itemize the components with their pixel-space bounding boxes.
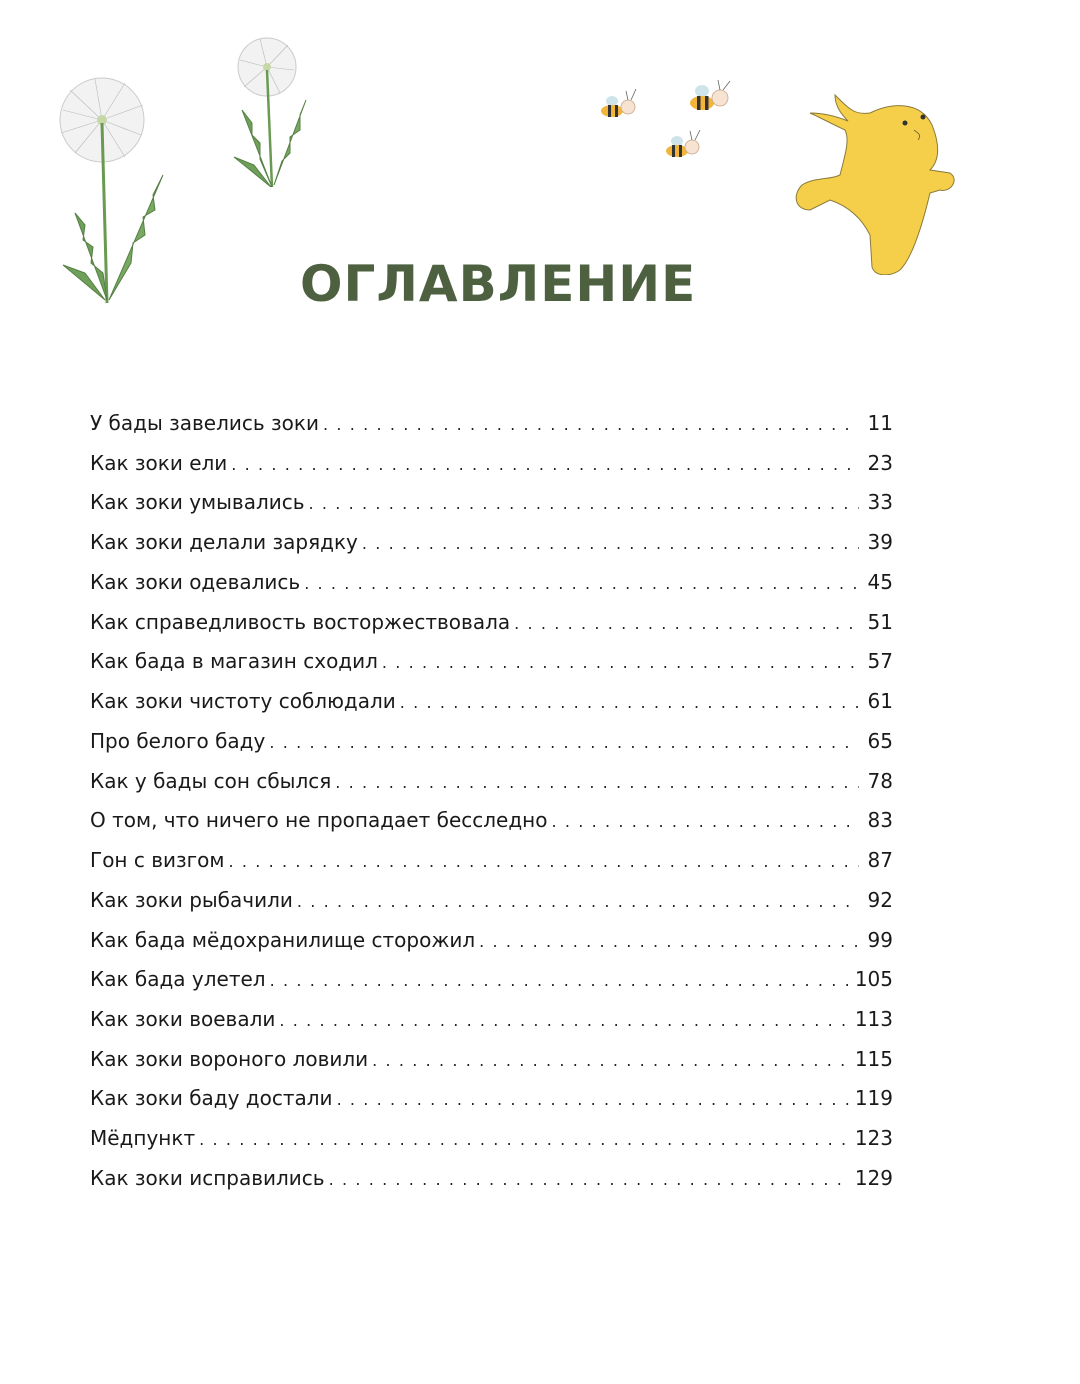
- toc-entry-page-number: 23: [867, 450, 893, 475]
- toc-entry[interactable]: [90, 603, 893, 643]
- toc-entry-page-number: 45: [867, 569, 893, 594]
- dot-leader: [269, 723, 859, 762]
- toc-entry[interactable]: [90, 444, 893, 484]
- table-of-contents: [90, 404, 893, 1199]
- toc-entry[interactable]: [90, 523, 893, 563]
- toc-entry[interactable]: [90, 563, 893, 603]
- dot-leader: [337, 1080, 851, 1119]
- toc-entry-page-number: 11: [867, 411, 893, 435]
- bee-icon: [690, 80, 730, 110]
- toc-entry[interactable]: [90, 1119, 893, 1159]
- toc-entry-title: Как зоки исправились: [90, 1165, 325, 1190]
- toc-entry[interactable]: [90, 801, 893, 841]
- dot-leader: [270, 961, 851, 1000]
- toc-entry-title: Как у бады сон сбылся: [90, 768, 332, 793]
- toc-entry-title: Мёдпункт: [90, 1126, 196, 1151]
- toc-entry-title: Как бада улетел: [90, 967, 266, 992]
- toc-entry[interactable]: [90, 921, 893, 961]
- dot-leader: [231, 445, 859, 484]
- toc-entry[interactable]: [90, 1000, 893, 1040]
- dot-leader: [400, 683, 859, 722]
- toc-entry-title: Как зоки умывались: [90, 490, 305, 515]
- toc-entry-page-number: 39: [867, 530, 893, 555]
- toc-entry-page-number: 33: [867, 490, 893, 515]
- toc-entry-title: О том, что ничего не пропадает бесследно: [90, 808, 548, 833]
- toc-entry-title: Как бада в магазин сходил: [90, 649, 378, 674]
- toc-entry-title: Как зоки рыбачили: [90, 887, 293, 912]
- toc-entry-page-number: 87: [867, 848, 893, 873]
- dot-leader: [479, 922, 859, 961]
- toc-entry-page-number: 115: [854, 1046, 893, 1071]
- toc-entry-page-number: 99: [867, 927, 893, 952]
- dot-leader: [199, 1120, 851, 1159]
- toc-entry-title: Как справедливость восторжествовала: [90, 609, 511, 634]
- dot-leader: [279, 1001, 850, 1040]
- dot-leader: [335, 763, 859, 802]
- toc-entry-title: Как бада мёдохранилище сторожил: [90, 927, 476, 952]
- dot-leader: [514, 604, 859, 643]
- dot-leader: [309, 484, 859, 523]
- bee-icon: [666, 130, 700, 157]
- toc-entry[interactable]: [90, 642, 893, 682]
- toc-entry-page-number: 119: [854, 1086, 893, 1111]
- bee-icon: [601, 89, 636, 117]
- bada-character-illustration: [790, 85, 955, 275]
- toc-entry-title: Как зоки делали зарядку: [90, 530, 358, 555]
- dot-leader: [551, 802, 859, 841]
- toc-entry-title: Как зоки одевались: [90, 569, 301, 594]
- toc-entry[interactable]: [90, 404, 893, 444]
- bada-eye: [903, 121, 908, 126]
- toc-entry-page-number: 123: [854, 1126, 893, 1151]
- toc-entry-title: Как зоки чистоту соблюдали: [90, 689, 396, 714]
- toc-entry-title: Гон с визгом: [90, 848, 225, 873]
- toc-entry-title: У бады завелись зоки: [90, 411, 319, 435]
- toc-entry-title: Как зоки воевали: [90, 1007, 276, 1032]
- dot-leader: [304, 564, 859, 603]
- toc-entry[interactable]: [90, 881, 893, 921]
- dot-leader: [323, 405, 859, 444]
- bees-illustration: [595, 78, 740, 168]
- toc-entry-title: Как зоки ели: [90, 450, 228, 475]
- toc-entry-page-number: 61: [867, 689, 893, 714]
- toc-entry[interactable]: [90, 841, 893, 881]
- page-title: ОГЛАВЛЕНИЕ: [300, 255, 697, 313]
- dot-leader: [362, 524, 859, 563]
- toc-entry[interactable]: [90, 960, 893, 1000]
- toc-entry[interactable]: [90, 1159, 893, 1199]
- toc-entry[interactable]: [90, 762, 893, 802]
- toc-entry-page-number: 92: [867, 887, 893, 912]
- dot-leader: [382, 643, 859, 682]
- toc-entry-page-number: 57: [867, 649, 893, 674]
- toc-entry-page-number: 83: [867, 808, 893, 833]
- dandelion-leaf: [274, 100, 306, 185]
- toc-entry-page-number: 65: [867, 728, 893, 753]
- toc-entry-title: Как зоки вороного ловили: [90, 1046, 369, 1071]
- toc-entry[interactable]: [90, 1040, 893, 1080]
- dot-leader: [297, 882, 859, 921]
- dandelion-illustration: [230, 35, 310, 195]
- toc-entry-page-number: 51: [867, 609, 893, 634]
- toc-entry[interactable]: [90, 722, 893, 762]
- dot-leader: [228, 842, 859, 881]
- toc-entry-title: Как зоки баду достали: [90, 1086, 333, 1111]
- toc-entry-page-number: 129: [854, 1165, 893, 1190]
- toc-entry-page-number: 105: [854, 967, 893, 992]
- dot-leader: [329, 1160, 851, 1199]
- toc-entry[interactable]: [90, 682, 893, 722]
- toc-entry-page-number: 113: [854, 1007, 893, 1032]
- toc-entry-title: Про белого баду: [90, 728, 266, 753]
- bada-eye: [921, 115, 926, 120]
- toc-entry-page-number: 78: [867, 768, 893, 793]
- toc-entry[interactable]: [90, 1079, 893, 1119]
- toc-entry[interactable]: [90, 483, 893, 523]
- dandelion-leaf: [109, 175, 163, 300]
- dot-leader: [372, 1041, 851, 1080]
- dandelion-illustration: [55, 75, 175, 305]
